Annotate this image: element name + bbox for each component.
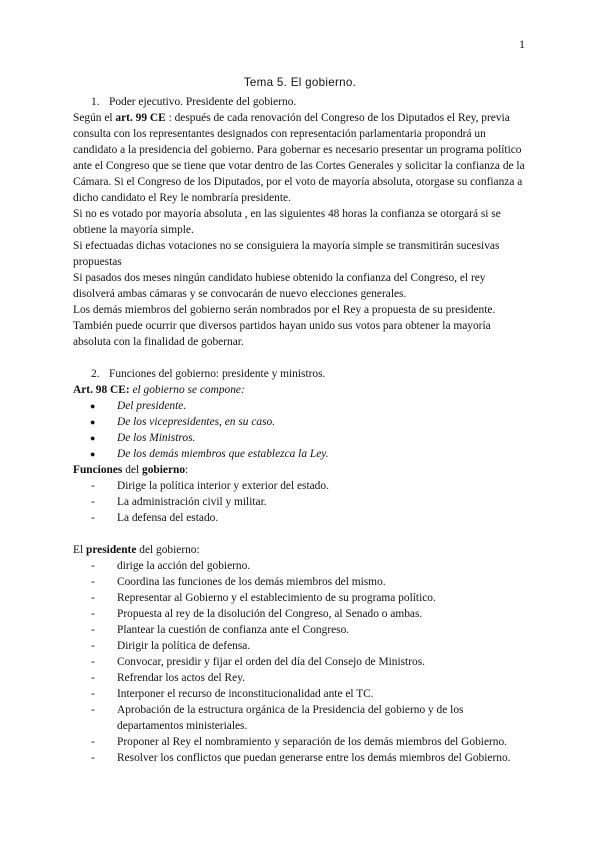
funciones-list xyxy=(73,478,528,526)
art98-line xyxy=(73,382,528,398)
text-run: del gobierno: xyxy=(136,544,200,556)
list-item: - La defensa del estado. xyxy=(73,510,528,526)
art98-reference: Art. 98 CE: xyxy=(73,384,130,396)
section-2-title: Funciones del gobierno: presidente y ministros. xyxy=(109,368,326,380)
spacer xyxy=(73,350,528,366)
list-item: ● Del presidente. xyxy=(73,398,528,414)
list-item: - Coordina las funciones de los demás miembros del mismo. xyxy=(73,574,528,590)
page-number: 1 xyxy=(519,37,525,51)
list-item: - Dirigir la política de defensa. xyxy=(73,638,528,654)
paragraph-miembros: Los demás miembros del gobierno serán nombrados por el Rey a propuesta de su presidente. xyxy=(73,304,496,316)
document-body xyxy=(73,94,528,766)
paragraph-art99 xyxy=(73,110,528,206)
list-item: - Proponer al Rey el nombramiento y separación de los demás miembros del Gobierno. xyxy=(73,734,528,750)
section-1-number: 1. xyxy=(91,96,100,108)
text-run: presidente xyxy=(85,544,137,556)
text-run: Según el xyxy=(73,112,116,124)
list-item: - Dirige la política interior y exterior del estado. xyxy=(73,478,528,494)
list-item: - Propuesta al rey de la disolución del Congreso, al Senado o ambas. xyxy=(73,606,528,622)
list-item: - Plantear la cuestión de confianza ante el Congreso. xyxy=(73,622,528,638)
list-item: - Convocar, presidir y fijar el orden del día del Consejo de Ministros. xyxy=(73,654,528,670)
spacer xyxy=(73,526,528,542)
page-title: Tema 5. El gobierno. xyxy=(243,76,357,89)
text-run: : xyxy=(185,464,189,476)
paragraph-coalicion: También puede ocurrir que diversos partidos hayan unido sus votos para obtener la mayoría absoluta con la finalidad de gobernar. xyxy=(73,320,491,348)
section-1-heading xyxy=(73,94,528,110)
list-item: - Refrendar los actos del Rey. xyxy=(73,670,528,686)
presidente-heading xyxy=(73,542,528,558)
text-run: el gobierno se compone: xyxy=(129,384,245,396)
text-run: Funciones xyxy=(73,464,123,476)
paragraph-mayoria-simple: Si no es votado por mayoría absoluta , en las siguientes 48 horas la confianza se otorgará si se obtiene la mayoría simple. xyxy=(73,208,501,236)
section-2-number: 2. xyxy=(91,368,100,380)
list-item: - Interponer el recurso de inconstitucionalidad ante el TC. xyxy=(73,686,528,702)
text-run: : después de cada renovación del Congreso de los Diputados el Rey, previa consulta con los representantes designados con representación parlamentaria propondrá un candidato a la presidencia del gobierno. Para gobernar es necesario presentar un programa político ante el Congreso que se tiene que votar dentro de las Cortes Generales y solicitar la confianza de la Cámara. Si el Congreso de los Diputados, por el voto de mayoría absoluta, otorgase su confianza a dicho candidato el Rey le nombraría presidente. xyxy=(73,112,525,204)
text-run: del xyxy=(122,464,142,476)
funciones-heading xyxy=(73,462,528,478)
list-item: - Aprobación de la estructura orgánica de la Presidencia del gobierno y de los departamentos ministeriales. xyxy=(73,702,528,734)
text-run: gobierno xyxy=(142,464,186,476)
text-run: El xyxy=(73,544,86,556)
list-item: ● De los Ministros. xyxy=(73,430,528,446)
section-1-title: Poder ejecutivo. Presidente del gobierno. xyxy=(109,96,297,108)
art99-reference: art. 99 CE xyxy=(115,112,166,124)
list-item: - La administración civil y militar. xyxy=(73,494,528,510)
list-item: ● De los demás miembros que establezca la Ley. xyxy=(73,446,528,462)
list-item: ● De los vicepresidentes, en su caso. xyxy=(73,414,528,430)
paragraph-disolucion: Si pasados dos meses ningún candidato hubiese obtenido la confianza del Congreso, el rey disolverá ambas cámaras y se convocarán de nuevo elecciones generales. xyxy=(73,272,486,300)
paragraph-propuestas: Si efectuadas dichas votaciones no se consiguiera la mayoría simple se transmitirán sucesivas propuestas xyxy=(73,240,500,268)
list-item: - Resolver los conflictos que puedan generarse entre los demás miembros del Gobierno. xyxy=(73,750,528,766)
list-item: - Representar al Gobierno y el establecimiento de su programa político. xyxy=(73,590,528,606)
list-item: - dirige la acción del gobierno. xyxy=(73,558,528,574)
section-2-heading xyxy=(73,366,528,382)
presidente-funciones-list xyxy=(73,558,528,766)
composition-list xyxy=(73,398,528,462)
